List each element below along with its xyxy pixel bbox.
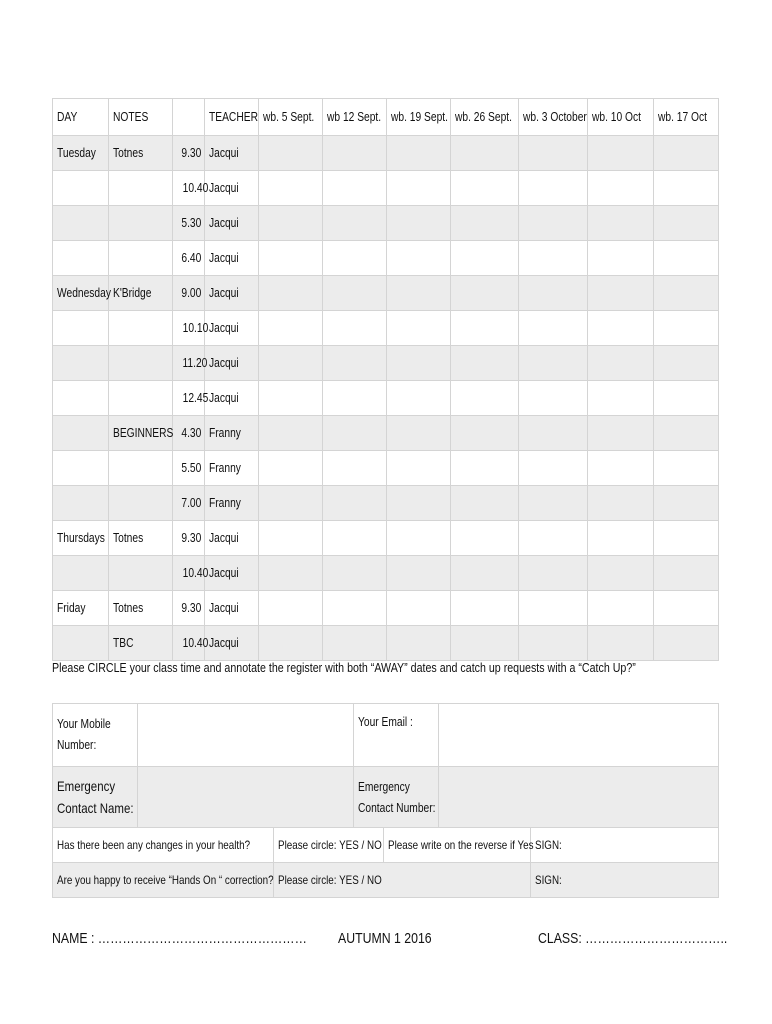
- attendance-cell-week-6[interactable]: [588, 591, 654, 626]
- header-day: DAY: [53, 99, 109, 136]
- register-day-cell: [53, 206, 109, 241]
- emergency-number-label: Emergency Contact Number:: [354, 767, 439, 830]
- attendance-cell-week-3[interactable]: [387, 346, 451, 381]
- attendance-cell-week-7[interactable]: [654, 416, 719, 451]
- register-time-text: 10.40: [182, 566, 209, 580]
- register-time-text: 10.10: [182, 321, 209, 335]
- attendance-cell-week-1[interactable]: [259, 381, 323, 416]
- register-teacher-cell: [205, 276, 259, 311]
- attendance-cell-week-3[interactable]: [387, 311, 451, 346]
- register-time-text: 11.20: [182, 356, 208, 370]
- hands-on-circle[interactable]: Please circle: YES / NO: [274, 863, 531, 898]
- register-day-cell: [53, 171, 109, 206]
- register-time-text: 12.45: [182, 391, 209, 405]
- register-day-cell: [53, 276, 109, 311]
- attendance-cell-week-5[interactable]: [519, 416, 588, 451]
- register-time-cell: [173, 311, 209, 346]
- register-row: [53, 311, 719, 346]
- register-teacher-text: Jacqui: [209, 636, 239, 650]
- attendance-cell-week-2[interactable]: [323, 241, 387, 276]
- header-week-3: wb. 19 Sept.: [387, 99, 451, 136]
- attendance-cell-week-7[interactable]: [654, 556, 719, 591]
- register-teacher-cell: [205, 521, 259, 556]
- attendance-cell-week-1[interactable]: [259, 486, 323, 521]
- register-teacher-cell: [205, 381, 259, 416]
- header-time: [173, 99, 205, 136]
- register-day-cell: [53, 346, 109, 381]
- register-day-cell: [53, 556, 109, 591]
- attendance-cell-week-3[interactable]: [387, 136, 451, 171]
- register-notes-text: Totnes: [113, 531, 144, 545]
- attendance-cell-week-5[interactable]: [519, 626, 588, 661]
- register-row: [53, 626, 719, 661]
- attendance-cell-week-4[interactable]: [451, 626, 519, 661]
- register-day-text: Friday: [57, 601, 86, 615]
- attendance-cell-week-2[interactable]: [323, 416, 387, 451]
- class-register-table: [52, 98, 719, 661]
- register-day-cell: [53, 591, 109, 626]
- attendance-cell-week-6[interactable]: [588, 416, 654, 451]
- register-teacher-cell: [205, 451, 259, 486]
- attendance-cell-week-5[interactable]: [519, 451, 588, 486]
- register-notes-cell: [109, 136, 173, 171]
- register-teacher-cell: [205, 626, 259, 661]
- attendance-cell-week-4[interactable]: [451, 241, 519, 276]
- header-week-5: wb. 3 October: [519, 99, 588, 136]
- attendance-cell-week-6[interactable]: [588, 311, 654, 346]
- attendance-cell-week-2[interactable]: [323, 171, 387, 206]
- register-row: [53, 171, 719, 206]
- register-time-cell: [173, 136, 205, 171]
- register-day-cell: [53, 381, 109, 416]
- attendance-cell-week-6[interactable]: [588, 521, 654, 556]
- header-week-4: wb. 26 Sept.: [451, 99, 519, 136]
- header-week-6: wb. 10 Oct: [588, 99, 654, 136]
- register-day-text: Wednesday: [57, 286, 111, 300]
- attendance-cell-week-2[interactable]: [323, 591, 387, 626]
- register-teacher-text: Jacqui: [209, 146, 239, 160]
- attendance-cell-week-5[interactable]: [519, 276, 588, 311]
- attendance-cell-week-4[interactable]: [451, 591, 519, 626]
- attendance-cell-week-7[interactable]: [654, 276, 719, 311]
- attendance-cell-week-2[interactable]: [323, 206, 387, 241]
- register-notes-cell: [109, 486, 173, 521]
- attendance-cell-week-1[interactable]: [259, 626, 323, 661]
- attendance-cell-week-7[interactable]: [654, 171, 719, 206]
- register-time-cell: [173, 451, 205, 486]
- register-day-cell: [53, 486, 109, 521]
- attendance-cell-week-4[interactable]: [451, 311, 519, 346]
- register-time-text: 6.40: [181, 251, 202, 265]
- attendance-cell-week-2[interactable]: [323, 276, 387, 311]
- attendance-cell-week-1[interactable]: [259, 451, 323, 486]
- health-changes-row: [53, 828, 719, 863]
- attendance-cell-week-2[interactable]: [323, 311, 387, 346]
- register-body: [53, 136, 719, 661]
- register-notes-cell: [109, 556, 173, 591]
- attendance-cell-week-4[interactable]: [451, 346, 519, 381]
- register-teacher-text: Jacqui: [209, 251, 239, 265]
- attendance-cell-week-4[interactable]: [451, 416, 519, 451]
- health-changes-sign[interactable]: SIGN:: [531, 828, 719, 863]
- register-time-cell: [173, 591, 205, 626]
- attendance-cell-week-6[interactable]: [588, 626, 654, 661]
- register-notes-text: Totnes: [113, 146, 144, 160]
- attendance-cell-week-1[interactable]: [259, 136, 323, 171]
- attendance-cell-week-3[interactable]: [387, 416, 451, 451]
- attendance-cell-week-5[interactable]: [519, 206, 588, 241]
- attendance-cell-week-3[interactable]: [387, 591, 451, 626]
- register-row: [53, 136, 719, 171]
- register-row: [53, 556, 719, 591]
- register-notes-text: TBC: [113, 636, 134, 650]
- attendance-cell-week-4[interactable]: [451, 276, 519, 311]
- email-label: Your Email :: [354, 704, 439, 767]
- attendance-cell-week-7[interactable]: [654, 626, 719, 661]
- register-teacher-text: Jacqui: [209, 391, 239, 405]
- attendance-cell-week-1[interactable]: [259, 241, 323, 276]
- attendance-cell-week-6[interactable]: [588, 451, 654, 486]
- attendance-cell-week-7[interactable]: [654, 591, 719, 626]
- register-row: [53, 591, 719, 626]
- attendance-cell-week-3[interactable]: [387, 556, 451, 591]
- register-day-cell: [53, 416, 109, 451]
- register-day-text: Thursdays: [57, 531, 105, 545]
- register-row: [53, 276, 719, 311]
- attendance-cell-week-4[interactable]: [451, 521, 519, 556]
- register-row: [53, 206, 719, 241]
- register-time-text: 9.30: [181, 601, 202, 615]
- mobile-label: Your Mobile Number:: [53, 704, 138, 767]
- register-notes-cell: [109, 241, 173, 276]
- attendance-cell-week-3[interactable]: [387, 241, 451, 276]
- register-teacher-text: Jacqui: [209, 356, 239, 370]
- register-notes-cell: [109, 451, 173, 486]
- register-day-cell: [53, 451, 109, 486]
- attendance-cell-week-1[interactable]: [259, 206, 323, 241]
- register-teacher-cell: [205, 311, 259, 346]
- register-time-cell: [173, 381, 209, 416]
- register-teacher-cell: [205, 591, 259, 626]
- register-notes-cell: [109, 521, 173, 556]
- register-teacher-cell: [205, 556, 259, 591]
- register-time-text: 9.30: [181, 146, 202, 160]
- attendance-cell-week-7[interactable]: [654, 521, 719, 556]
- register-row: [53, 241, 719, 276]
- attendance-cell-week-3[interactable]: [387, 171, 451, 206]
- register-time-text: 5.50: [181, 461, 202, 475]
- instruction-text: Please CIRCLE your class time and annotate the register with both “AWAY” dates and catch up requests with a “Catch Up?”: [52, 660, 636, 675]
- register-notes-cell: [109, 416, 173, 451]
- register-notes-cell: [109, 206, 173, 241]
- register-notes-cell: [109, 381, 173, 416]
- register-time-cell: [173, 276, 205, 311]
- contact-row-mobile-email: [53, 704, 719, 767]
- attendance-cell-week-7[interactable]: [654, 241, 719, 276]
- email-field[interactable]: [439, 704, 719, 767]
- attendance-cell-week-3[interactable]: [387, 206, 451, 241]
- attendance-cell-week-2[interactable]: [323, 556, 387, 591]
- register-teacher-text: Jacqui: [209, 181, 239, 195]
- header-week-7: wb. 17 Oct: [654, 99, 719, 136]
- register-day-cell: [53, 626, 109, 661]
- register-row: [53, 381, 719, 416]
- attendance-cell-week-1[interactable]: [259, 521, 323, 556]
- attendance-cell-week-5[interactable]: [519, 521, 588, 556]
- register-notes-cell: [109, 626, 173, 661]
- register-notes-cell: [109, 276, 173, 311]
- attendance-cell-week-6[interactable]: [588, 556, 654, 591]
- register-teacher-cell: [205, 171, 259, 206]
- attendance-cell-week-3[interactable]: [387, 276, 451, 311]
- footer-class-field[interactable]: CLASS: ……………………………..: [538, 930, 728, 947]
- register-teacher-text: Franny: [209, 426, 241, 440]
- register-day-cell: [53, 241, 109, 276]
- register-teacher-text: Jacqui: [209, 601, 239, 615]
- attendance-cell-week-4[interactable]: [451, 206, 519, 241]
- attendance-cell-week-5[interactable]: [519, 556, 588, 591]
- register-notes-text: Totnes: [113, 601, 144, 615]
- register-teacher-text: Jacqui: [209, 321, 239, 335]
- register-time-cell: [173, 626, 209, 661]
- attendance-cell-week-5[interactable]: [519, 591, 588, 626]
- register-time-text: 9.30: [181, 531, 202, 545]
- register-teacher-cell: [205, 136, 259, 171]
- attendance-cell-week-3[interactable]: [387, 626, 451, 661]
- attendance-cell-week-6[interactable]: [588, 276, 654, 311]
- register-teacher-text: Jacqui: [209, 531, 239, 545]
- contact-details-table: [52, 703, 719, 830]
- register-teacher-text: Jacqui: [209, 216, 239, 230]
- attendance-cell-week-1[interactable]: [259, 346, 323, 381]
- register-time-cell: [173, 416, 205, 451]
- attendance-cell-week-1[interactable]: [259, 556, 323, 591]
- attendance-cell-week-3[interactable]: [387, 521, 451, 556]
- register-notes-cell: [109, 346, 173, 381]
- attendance-cell-week-5[interactable]: [519, 381, 588, 416]
- hands-on-row: [53, 863, 719, 898]
- register-teacher-cell: [205, 486, 259, 521]
- attendance-cell-week-7[interactable]: [654, 136, 719, 171]
- health-consent-table: [52, 827, 719, 898]
- attendance-cell-week-1[interactable]: [259, 311, 323, 346]
- attendance-cell-week-7[interactable]: [654, 486, 719, 521]
- attendance-cell-week-2[interactable]: [323, 626, 387, 661]
- attendance-cell-week-3[interactable]: [387, 381, 451, 416]
- attendance-cell-week-6[interactable]: [588, 206, 654, 241]
- register-row: [53, 416, 719, 451]
- header-week-2: wb 12 Sept.: [323, 99, 387, 136]
- attendance-cell-week-7[interactable]: [654, 451, 719, 486]
- attendance-cell-week-4[interactable]: [451, 136, 519, 171]
- register-teacher-text: Franny: [209, 461, 241, 475]
- register-teacher-cell: [205, 241, 259, 276]
- register-time-cell: [173, 486, 205, 521]
- register-time-text: 4.30: [181, 426, 202, 440]
- health-changes-note: Please write on the reverse if Yes: [384, 828, 531, 863]
- attendance-cell-week-2[interactable]: [323, 521, 387, 556]
- hands-on-sign[interactable]: SIGN:: [531, 863, 719, 898]
- register-row: [53, 451, 719, 486]
- health-changes-circle[interactable]: Please circle: YES / NO: [274, 828, 384, 863]
- attendance-cell-week-4[interactable]: [451, 381, 519, 416]
- register-row: [53, 521, 719, 556]
- header-week-1: wb. 5 Sept.: [259, 99, 323, 136]
- register-notes-text: K'Bridge: [113, 286, 152, 300]
- attendance-cell-week-5[interactable]: [519, 311, 588, 346]
- attendance-cell-week-5[interactable]: [519, 486, 588, 521]
- register-notes-cell: [109, 171, 173, 206]
- register-row: [53, 346, 719, 381]
- header-teacher: TEACHER: [205, 99, 259, 136]
- attendance-cell-week-5[interactable]: [519, 171, 588, 206]
- register-time-cell: [173, 521, 205, 556]
- register-time-text: 9.00: [181, 286, 202, 300]
- attendance-cell-week-2[interactable]: [323, 136, 387, 171]
- attendance-cell-week-1[interactable]: [259, 171, 323, 206]
- register-teacher-cell: [205, 206, 259, 241]
- register-teacher-text: Jacqui: [209, 566, 239, 580]
- attendance-cell-week-6[interactable]: [588, 136, 654, 171]
- register-time-cell: [173, 241, 205, 276]
- register-day-cell: [53, 521, 109, 556]
- hands-on-question: Are you happy to receive “Hands On “ correction?: [53, 863, 274, 898]
- emergency-number-field[interactable]: [439, 767, 719, 830]
- footer-term: AUTUMN 1 2016: [338, 930, 432, 947]
- attendance-cell-week-2[interactable]: [323, 486, 387, 521]
- attendance-cell-week-6[interactable]: [588, 346, 654, 381]
- attendance-cell-week-7[interactable]: [654, 381, 719, 416]
- attendance-cell-week-4[interactable]: [451, 556, 519, 591]
- register-day-cell: [53, 136, 109, 171]
- attendance-cell-week-1[interactable]: [259, 591, 323, 626]
- attendance-cell-week-3[interactable]: [387, 486, 451, 521]
- attendance-cell-week-5[interactable]: [519, 241, 588, 276]
- register-teacher-text: Jacqui: [209, 286, 239, 300]
- mobile-number-field[interactable]: [138, 704, 354, 767]
- register-time-text: 7.00: [181, 496, 202, 510]
- register-teacher-cell: [205, 346, 259, 381]
- emergency-name-field[interactable]: [138, 767, 354, 830]
- attendance-cell-week-1[interactable]: [259, 416, 323, 451]
- register-notes-cell: [109, 591, 173, 626]
- attendance-cell-week-4[interactable]: [451, 171, 519, 206]
- attendance-cell-week-3[interactable]: [387, 451, 451, 486]
- attendance-cell-week-6[interactable]: [588, 486, 654, 521]
- attendance-cell-week-7[interactable]: [654, 206, 719, 241]
- attendance-cell-week-1[interactable]: [259, 276, 323, 311]
- attendance-cell-week-6[interactable]: [588, 171, 654, 206]
- attendance-cell-week-6[interactable]: [588, 381, 654, 416]
- attendance-cell-week-4[interactable]: [451, 486, 519, 521]
- attendance-cell-week-7[interactable]: [654, 311, 719, 346]
- register-notes-text: BEGINNERS: [113, 426, 174, 440]
- attendance-cell-week-2[interactable]: [323, 381, 387, 416]
- attendance-cell-week-2[interactable]: [323, 451, 387, 486]
- attendance-cell-week-5[interactable]: [519, 346, 588, 381]
- register-time-text: 10.40: [182, 636, 209, 650]
- footer-name-field[interactable]: NAME : ……………………………………………: [52, 930, 307, 947]
- register-day-cell: [53, 311, 109, 346]
- register-teacher-text: Franny: [209, 496, 241, 510]
- register-teacher-cell: [205, 416, 259, 451]
- attendance-cell-week-6[interactable]: [588, 241, 654, 276]
- register-header-row: [53, 99, 719, 136]
- register-time-text: 10.40: [182, 181, 209, 195]
- emergency-name-label: Emergency Contact Name:: [53, 767, 138, 830]
- register-day-text: Tuesday: [57, 146, 96, 160]
- attendance-cell-week-4[interactable]: [451, 451, 519, 486]
- health-changes-question: Has there been any changes in your health?: [53, 828, 274, 863]
- attendance-cell-week-7[interactable]: [654, 346, 719, 381]
- register-notes-cell: [109, 311, 173, 346]
- register-time-text: 5.30: [181, 216, 202, 230]
- attendance-cell-week-2[interactable]: [323, 346, 387, 381]
- contact-row-emergency: [53, 767, 719, 830]
- register-row: [53, 486, 719, 521]
- attendance-cell-week-5[interactable]: [519, 136, 588, 171]
- header-notes: NOTES: [109, 99, 173, 136]
- register-time-cell: [173, 171, 209, 206]
- register-time-cell: [173, 346, 208, 381]
- register-time-cell: [173, 556, 209, 591]
- register-time-cell: [173, 206, 205, 241]
